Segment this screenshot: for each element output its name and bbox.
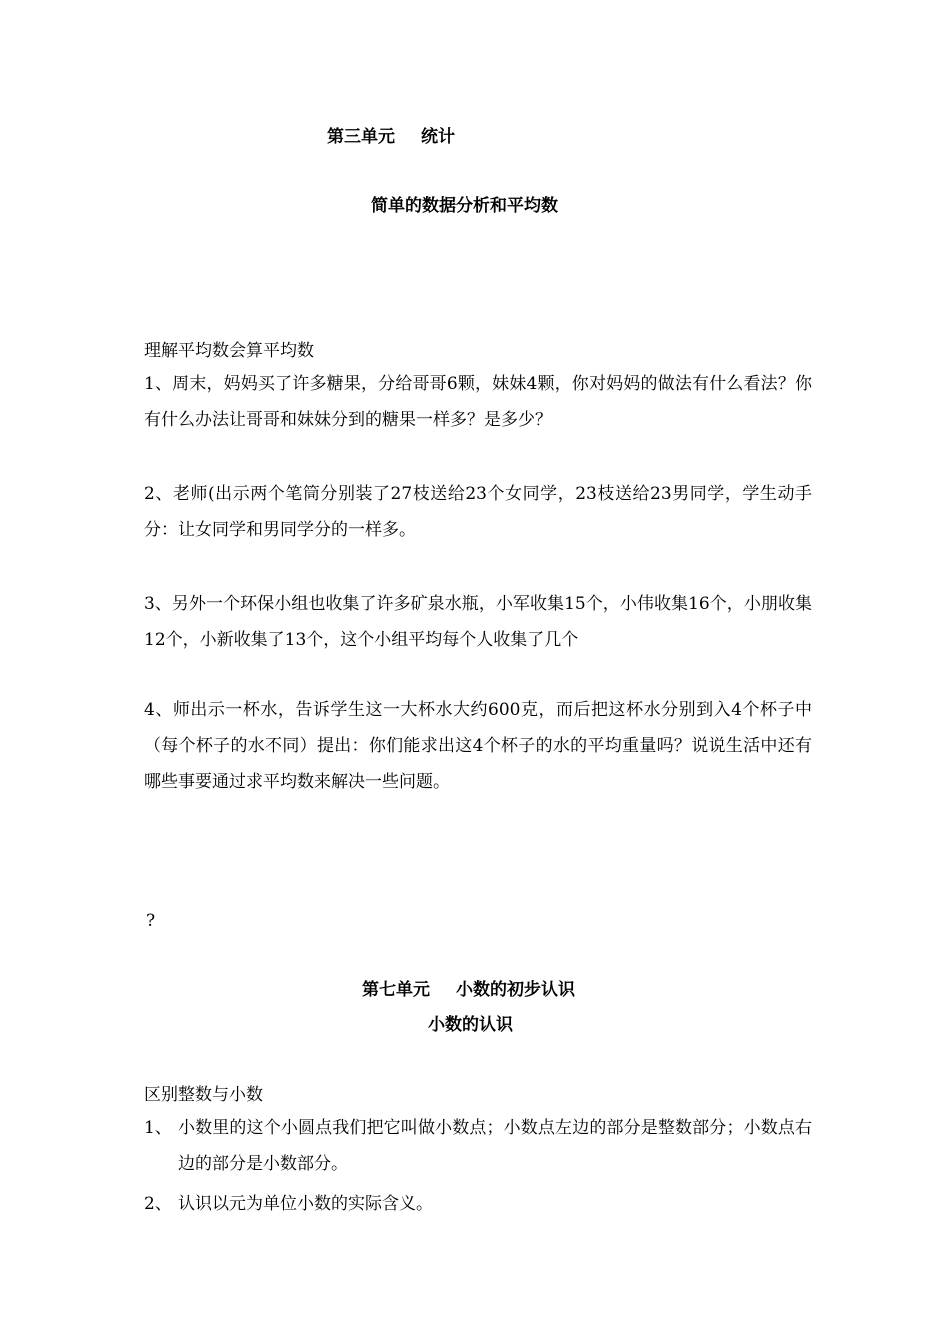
unit7-item-1-number: 1、 — [144, 1118, 172, 1138]
unit7-item-2-text: 认识以元为单位小数的实际含义。 — [178, 1194, 433, 1214]
unit7-heading — [362, 980, 575, 1000]
unit7-item-2 — [144, 1186, 812, 1222]
unit3-lesson-title: 简单的数据分析和平均数 — [371, 196, 558, 216]
unit7-item-1-text: 小数里的这个小圆点我们把它叫做小数点；小数点左边的部分是整数部分；小数点右边的部分是小数部分。 — [178, 1118, 812, 1174]
unit7-title: 小数的初步认识 — [456, 980, 575, 1000]
unit3-goal: 理解平均数会算平均数 — [144, 341, 314, 361]
unit3-label: 第三单元 — [327, 127, 395, 147]
unit3-item-4: 4、师出示一杯水，告诉学生这一大杯水大约600克，而后把这杯水分别到入4个杯子中（每个杯子的水不同）提出：你们能求出这4个杯子的水的平均重量吗？说说生活中还有哪些事要通过求平均数来解决一些问题。 — [144, 700, 812, 792]
unit7-lesson-title: 小数的认识 — [428, 1015, 513, 1035]
unit7-label: 第七单元 — [362, 980, 430, 1000]
unit7-goal: 区别整数与小数 — [144, 1085, 263, 1105]
unit3-heading — [327, 127, 455, 147]
unit3-item-3: 3、另外一个环保小组也收集了许多矿泉水瓶，小军收集15个，小伟收集16个，小朋收集12个，小新收集了13个，这个小组平均每个人收集了几个 — [144, 594, 812, 650]
unit7-item-2-number: 2、 — [144, 1194, 172, 1214]
unit3-item-1: 1、周末，妈妈买了许多糖果，分给哥哥6颗，妹妹4颗，你对妈妈的做法有什么看法？你有什么办法让哥哥和妹妹分到的糖果一样多？是多少？ — [144, 374, 812, 430]
unit3-title: 统计 — [421, 127, 455, 147]
unit3-item-2: 2、老师(出示两个笔筒分别装了27枝送给23个女同学，23枝送给23男同学，学生动手分：让女同学和男同学分的一样多。 — [144, 484, 812, 540]
stray-question-mark: ? — [146, 911, 156, 931]
unit7-item-1 — [144, 1110, 812, 1182]
